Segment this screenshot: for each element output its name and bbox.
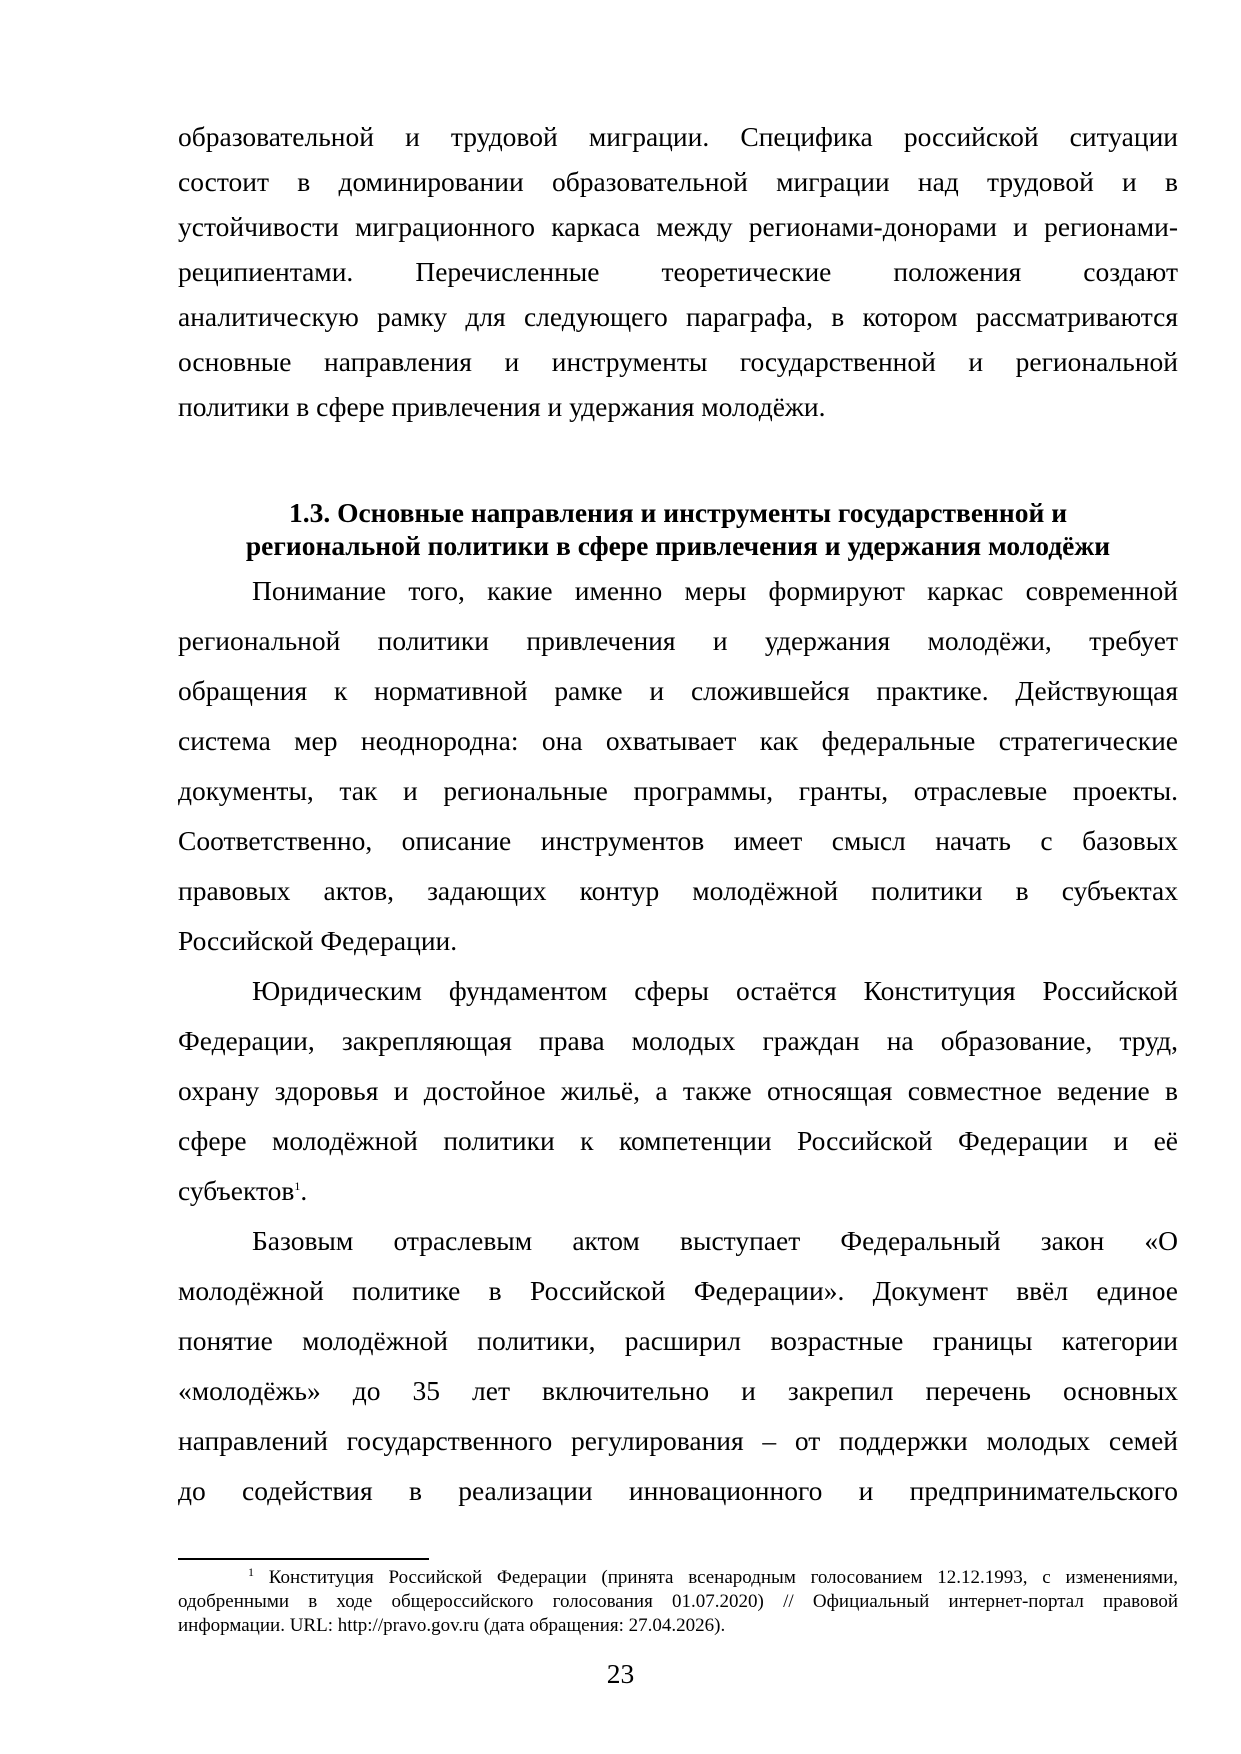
paragraph-line: образовательной и трудовой миграции. Специфика российской ситуации [178, 121, 1178, 152]
paragraph-line: обращения к нормативной рамке и сложившейся практике. Действующая [178, 675, 1178, 706]
paragraph-line: Федерации, закрепляющая права молодых граждан на образование, труд, [178, 1025, 1178, 1056]
paragraph-line: Соответственно, описание инструментов имеет смысл начать с базовых [178, 825, 1178, 856]
footnote-line: одобренными в ходе общероссийского голосования 01.07.2020) // Официальный интернет-портал правовой [178, 1591, 1178, 1612]
paragraph-line: аналитическую рамку для следующего параграфа, в котором рассматриваются [178, 301, 1178, 332]
paragraph-line: устойчивости миграционного каркаса между регионами-донорами и регионами- [178, 211, 1178, 242]
paragraph-line: Понимание того, какие именно меры формируют каркас современной [252, 575, 1178, 606]
paragraph-line: направлений государственного регулирования – от поддержки молодых семей [178, 1425, 1178, 1456]
paragraph-line: политики в сфере привлечения и удержания молодёжи. [178, 391, 826, 422]
paragraph-line: региональной политики привлечения и удержания молодёжи, требует [178, 625, 1178, 656]
paragraph-line: реципиентами. Перечисленные теоретические положения создают [178, 256, 1178, 287]
paragraph-line: правовых актов, задающих контур молодёжной политики в субъектах [178, 875, 1178, 906]
footnote-marker: 1 [248, 1565, 254, 1579]
footnote-reference[interactable]: 1 [294, 1179, 301, 1193]
paragraph-line: документы, так и региональные программы, гранты, отраслевые проекты. [178, 775, 1178, 806]
paragraph-line-text: субъектов [178, 1175, 295, 1206]
paragraph-line: Базовым отраслевым актом выступает Федеральный закон «О [252, 1225, 1178, 1256]
paragraph-line: до содействия в реализации инновационного и предпринимательского [178, 1475, 1178, 1506]
paragraph-line-end: . [300, 1175, 308, 1206]
paragraph-line: состоит в доминировании образовательной миграции над трудовой и в [178, 166, 1178, 197]
footnote-text: Конституция Российской Федерации (принята всенародным голосованием 12.12.1993, с изменениями, [268, 1567, 1178, 1588]
paragraph-line: понятие молодёжной политики, расширил возрастные границы категории [178, 1325, 1178, 1356]
footnote-line: информации. URL: http://pravo.gov.ru (дата обращения: 27.04.2026). [178, 1615, 726, 1636]
paragraph-line: Российской Федерации. [178, 925, 458, 956]
section-heading-line: 1.3. Основные направления и инструменты государственной и [288, 497, 1068, 528]
paragraph-line: сфере молодёжной политики к компетенции Российской Федерации и её [178, 1125, 1178, 1156]
paragraph-line: система мер неоднородна: она охватывает как федеральные стратегические [178, 725, 1178, 756]
paragraph-line: основные направления и инструменты государственной и региональной [178, 346, 1178, 377]
paragraph-line: Юридическим фундаментом сферы остаётся Конституция Российской [252, 975, 1178, 1006]
paragraph-line: охрану здоровья и достойное жильё, а также относящая совместное ведение в [178, 1075, 1178, 1106]
footnote-separator [178, 1558, 429, 1560]
footnote-line [178, 1566, 1178, 1590]
paragraph-line: «молодёжь» до 35 лет включительно и закрепил перечень основных [178, 1375, 1178, 1406]
section-heading-line: региональной политики в сфере привлечения и удержания молодёжи [245, 530, 1111, 561]
paragraph-line: молодёжной политике в Российской Федерации». Документ ввёл единое [178, 1275, 1178, 1306]
page-number: 23 [606, 1658, 635, 1689]
paragraph-line [178, 1174, 1178, 1208]
